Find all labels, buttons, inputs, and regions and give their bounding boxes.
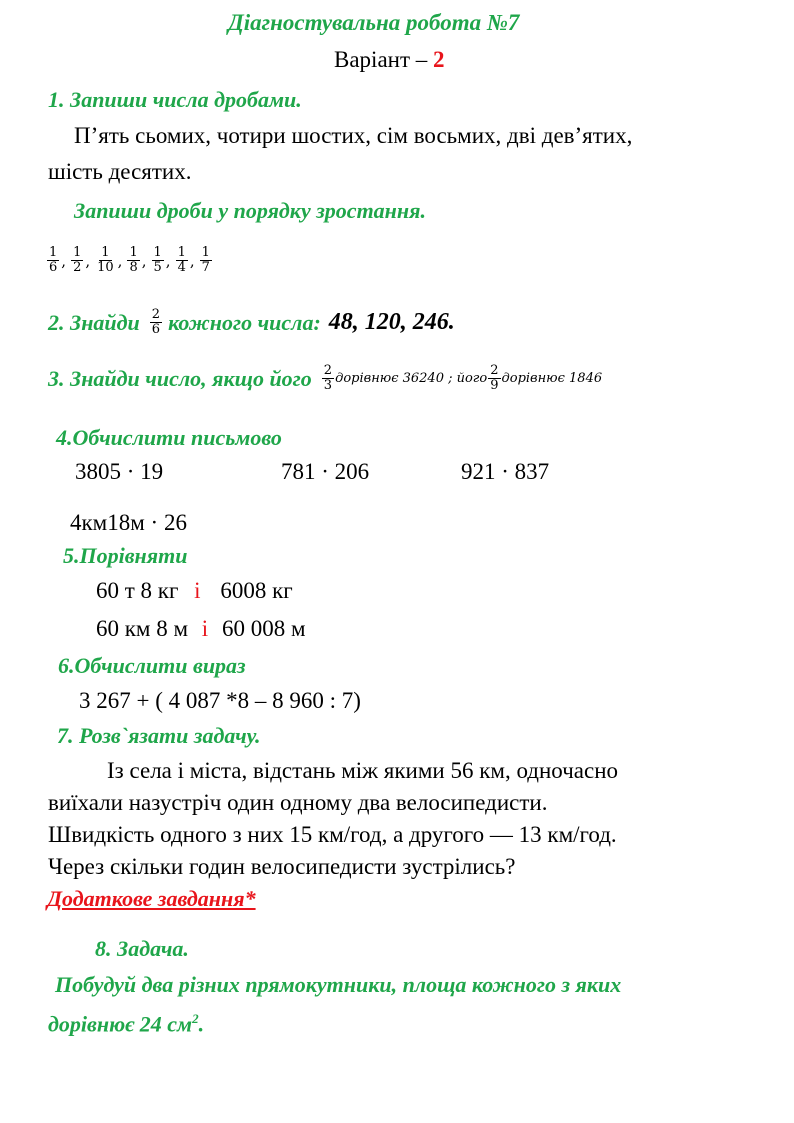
task2-fraction-denominator: 6 xyxy=(151,322,161,337)
variant-number: 2 xyxy=(433,47,445,72)
task8-text-line2 xyxy=(48,1011,204,1037)
task2-heading xyxy=(48,308,455,337)
task4-expression-4: 4км18м · 26 xyxy=(70,510,187,535)
fraction-numerator: 1 xyxy=(201,245,210,260)
task7-text-line1: Із села і міста, відстань між якими 56 км, одночасно xyxy=(107,758,618,783)
task5-comparison-2 xyxy=(96,616,306,642)
fraction-numerator: 1 xyxy=(177,245,186,260)
fraction-denominator: 10 xyxy=(97,260,114,275)
task7-text-line2: виїхали назустріч один одному два велосипедисти. xyxy=(48,790,548,815)
task4-expression-3: 921 · 837 xyxy=(461,459,550,484)
task3-fraction-2-numerator: 2 xyxy=(490,363,499,378)
fraction-item xyxy=(176,246,188,275)
task2-heading-part1: 2. Знайди xyxy=(48,309,140,335)
fraction-separator: , xyxy=(165,251,171,270)
fraction-denominator: 5 xyxy=(153,260,162,275)
task7-text-line4: Через скільки годин велосипедисти зустрілись? xyxy=(48,854,516,879)
fraction-item xyxy=(47,246,59,275)
extra-task-heading: Додаткове завдання* xyxy=(47,886,256,911)
task4-expression-1: 3805 · 19 xyxy=(75,459,164,484)
task7-text-line3: Швидкість одного з них 15 км/год, а другого — 13 км/год. xyxy=(48,822,617,847)
fraction-denominator: 2 xyxy=(73,260,82,275)
task3-fraction-1-denominator: 3 xyxy=(323,378,333,393)
fraction-item xyxy=(71,246,83,275)
task4-expression-2: 781 · 206 xyxy=(281,459,370,484)
task8-heading: 8. Задача. xyxy=(95,936,189,961)
task5-row2-left: 60 км 8 м xyxy=(96,616,189,641)
task3-fraction-2-denominator: 9 xyxy=(490,378,499,393)
task2-fraction xyxy=(150,308,162,337)
fraction-item xyxy=(95,246,116,275)
fraction-separator: , xyxy=(61,251,67,270)
task5-row1-conjunction: і xyxy=(194,578,201,603)
fraction-item xyxy=(200,246,212,275)
fraction-separator: , xyxy=(189,251,195,270)
fraction-separator: , xyxy=(117,251,123,270)
task7-heading: 7. Розв`язати задачу. xyxy=(57,723,261,748)
task1-text-line1: П’ять сьомих, чотири шостих, сім восьмих, дві дев’ятих, xyxy=(74,123,633,148)
task5-row1-right: 6008 кг xyxy=(220,578,293,603)
task1-heading: 1. Запиши числа дробами. xyxy=(48,87,302,112)
variant-label: Варіант – xyxy=(334,47,428,72)
fraction-numerator: 1 xyxy=(153,245,162,260)
task3-condition-1: дорівнює 36240 ; його xyxy=(335,371,488,386)
fraction-denominator: 7 xyxy=(201,260,210,275)
task8-line2-text: дорівнює 24 см xyxy=(48,1011,193,1037)
task3-heading-text: 3. Знайди число, якщо його xyxy=(48,365,312,391)
task2-numbers: 48, 120, 246. xyxy=(328,309,455,335)
task3-heading xyxy=(48,364,602,393)
fraction-separator: , xyxy=(141,251,147,270)
fraction-denominator: 8 xyxy=(129,260,138,275)
task1-subheading: Запиши дроби у порядку зростання. xyxy=(74,198,426,223)
task5-heading: 5.Порівняти xyxy=(63,543,188,568)
task5-row1-left: 60 т 8 кг xyxy=(96,578,179,603)
task4-heading: 4.Обчислити письмово xyxy=(56,425,282,450)
task1-text-line2: шість десятих. xyxy=(48,159,192,184)
task3-fraction-1-numerator: 2 xyxy=(323,363,333,378)
task8-text-line1: Побудуй два різних прямокутники, площа кожного з яких xyxy=(55,972,622,997)
task6-heading: 6.Обчислити вираз xyxy=(58,653,246,678)
task5-comparison-1 xyxy=(96,578,293,604)
fraction-denominator: 6 xyxy=(49,260,58,275)
task5-row2-conjunction: і xyxy=(201,616,209,641)
fraction-numerator: 1 xyxy=(73,245,82,260)
task2-fraction-numerator: 2 xyxy=(151,307,161,322)
task8-line2-superscript: 2 xyxy=(192,1011,199,1026)
fraction-numerator: 1 xyxy=(101,245,110,260)
task3-fraction-2 xyxy=(488,364,500,393)
fraction-denominator: 4 xyxy=(177,260,186,275)
page-title: Діагностувальна робота №7 xyxy=(228,10,520,35)
fraction-item xyxy=(127,246,139,275)
task5-row2-right: 60 008 м xyxy=(221,616,306,641)
fraction-numerator: 1 xyxy=(129,245,138,260)
variant-line xyxy=(334,47,445,73)
fraction-list xyxy=(47,246,212,275)
fraction-numerator: 1 xyxy=(49,245,58,260)
fraction-item xyxy=(152,246,164,275)
task3-condition-2: дорівнює 1846 xyxy=(501,371,603,386)
task3-fraction-1 xyxy=(322,364,334,393)
task6-expression: 3 267 + ( 4 087 *8 – 8 960 : 7) xyxy=(79,688,361,713)
fraction-separator: , xyxy=(85,251,91,270)
task8-line2-end: . xyxy=(198,1011,205,1037)
task2-heading-part2: кожного числа: xyxy=(168,309,321,335)
